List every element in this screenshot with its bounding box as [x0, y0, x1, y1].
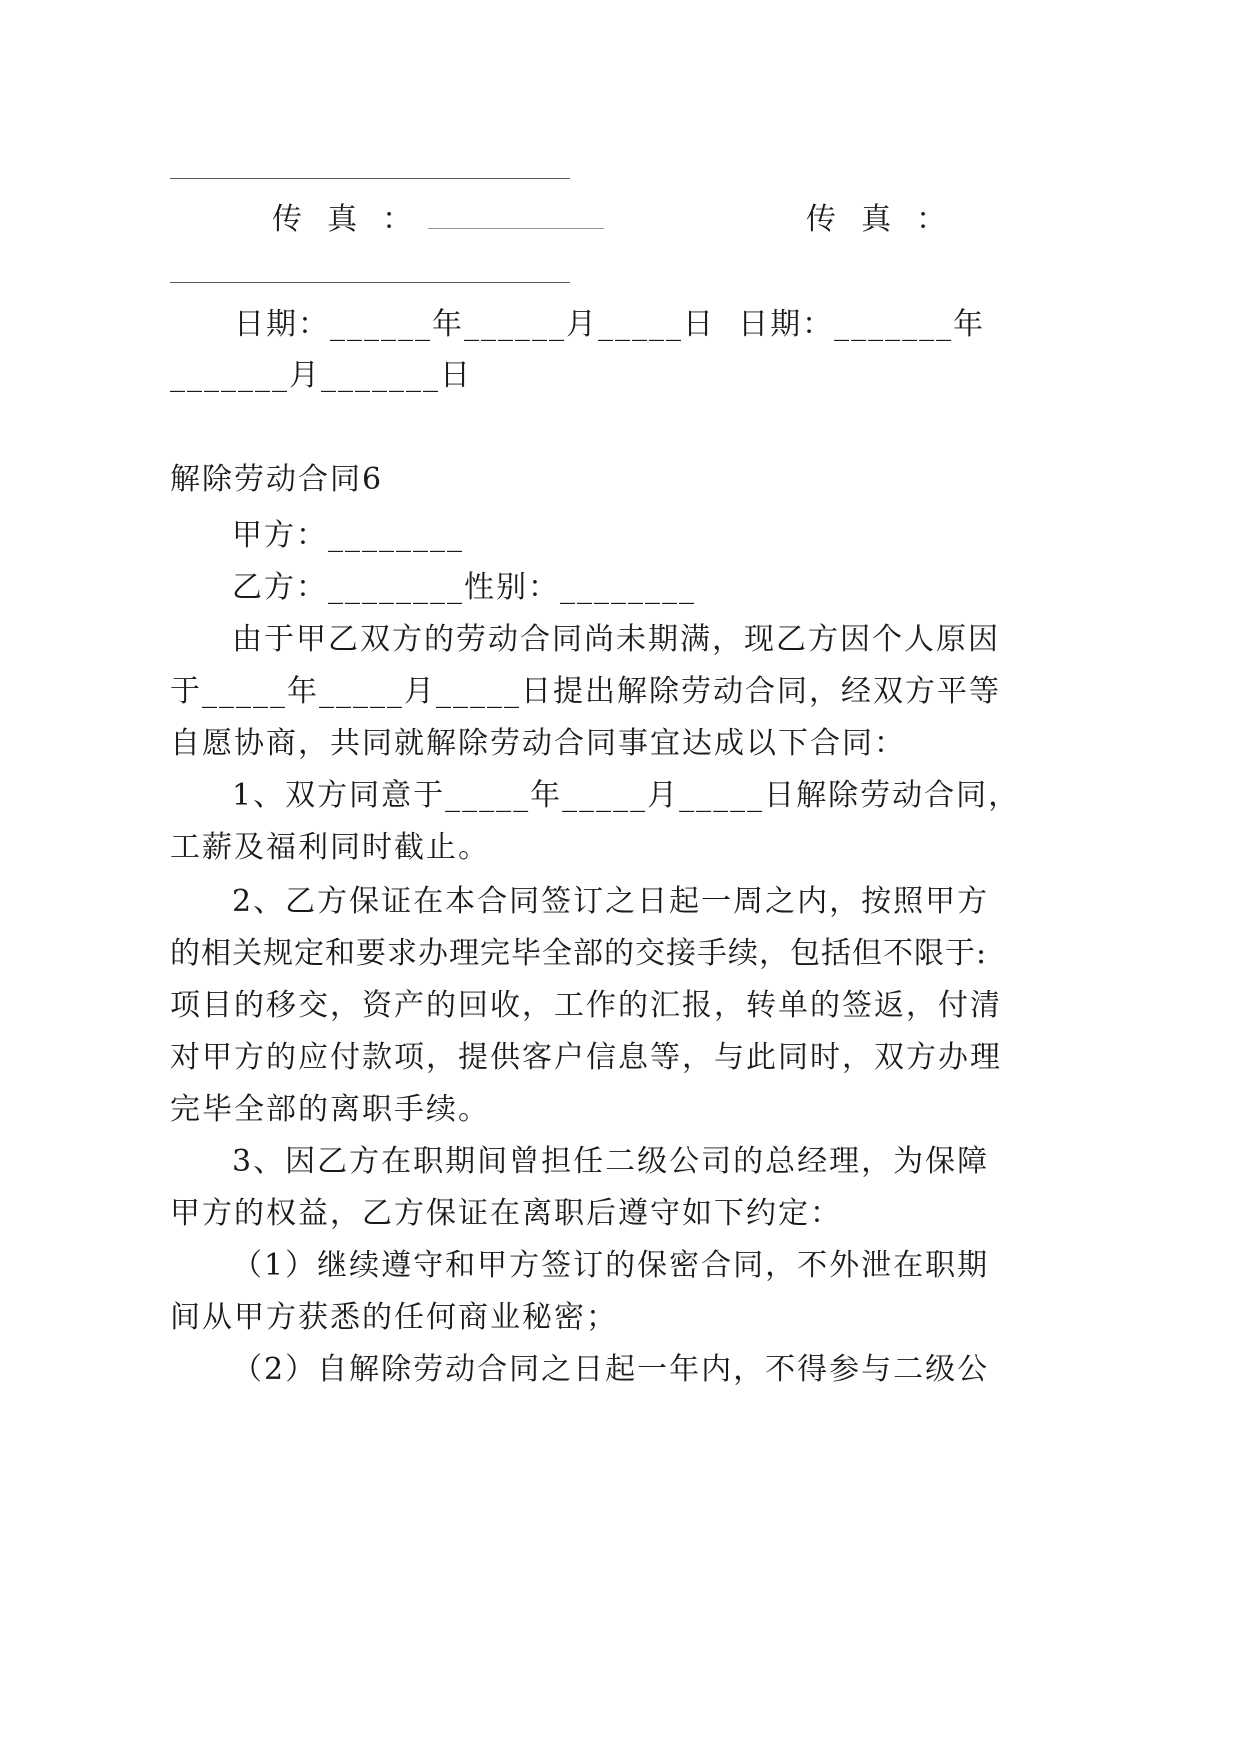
party-a: 甲方：________: [232, 518, 464, 553]
item2-line-1: （2）自解除劳动合同之日起一年内，不得参与二级公: [232, 1352, 990, 1387]
clause2-line-2: 的相关规定和要求办理完毕全部的交接手续，包括但不限于:: [170, 936, 988, 971]
fax-label-right: 传 真 ：: [806, 202, 949, 237]
date-line-2: _______月_______日: [170, 358, 472, 393]
clause3-line-2: 甲方的权益，乙方保证在离职后遵守如下约定：: [170, 1196, 842, 1231]
party-b: 乙方：________性别：________: [232, 570, 696, 605]
intro-line-3: 自愿协商，共同就解除劳动合同事宜达成以下合同：: [170, 726, 906, 761]
clause2-line-4: 对甲方的应付款项，提供客户信息等，与此同时，双方办理: [170, 1040, 1002, 1075]
item1-line-2: 间从甲方获悉的任何商业秘密；: [170, 1300, 618, 1335]
date-line-1: 日期：______年______月_____日 日期：_______年: [234, 307, 986, 342]
clause3-line-1: 3、因乙方在职期间曾担任二级公司的总经理，为保障: [232, 1144, 990, 1179]
fax-blank-middle: ______________________: [428, 210, 604, 229]
clause2-line-1: 2、乙方保证在本合同签订之日起一周之内，按照甲方: [232, 884, 990, 919]
section-title: 解除劳动合同6: [170, 462, 384, 497]
clause1-line-1: 1、双方同意于_____年_____月_____日解除劳动合同，: [232, 778, 1021, 813]
intro-line-1: 由于甲乙双方的劳动合同尚未期满，现乙方因个人原因: [232, 622, 1000, 657]
clause1-line-2: 工薪及福利同时截止。: [170, 830, 490, 865]
item1-line-1: （1）继续遵守和甲方签订的保密合同，不外泄在职期: [232, 1248, 990, 1283]
blank-rule-second: [170, 282, 570, 283]
fax-label-left: 传 真 ：: [272, 202, 415, 237]
intro-line-2: 于_____年_____月_____日提出解除劳动合同，经双方平等: [170, 674, 1001, 709]
blank-rule-top: [170, 178, 570, 179]
clause2-line-5: 完毕全部的离职手续。: [170, 1092, 490, 1127]
clause2-line-3: 项目的移交，资产的回收，工作的汇报，转单的签返，付清: [170, 988, 1002, 1023]
